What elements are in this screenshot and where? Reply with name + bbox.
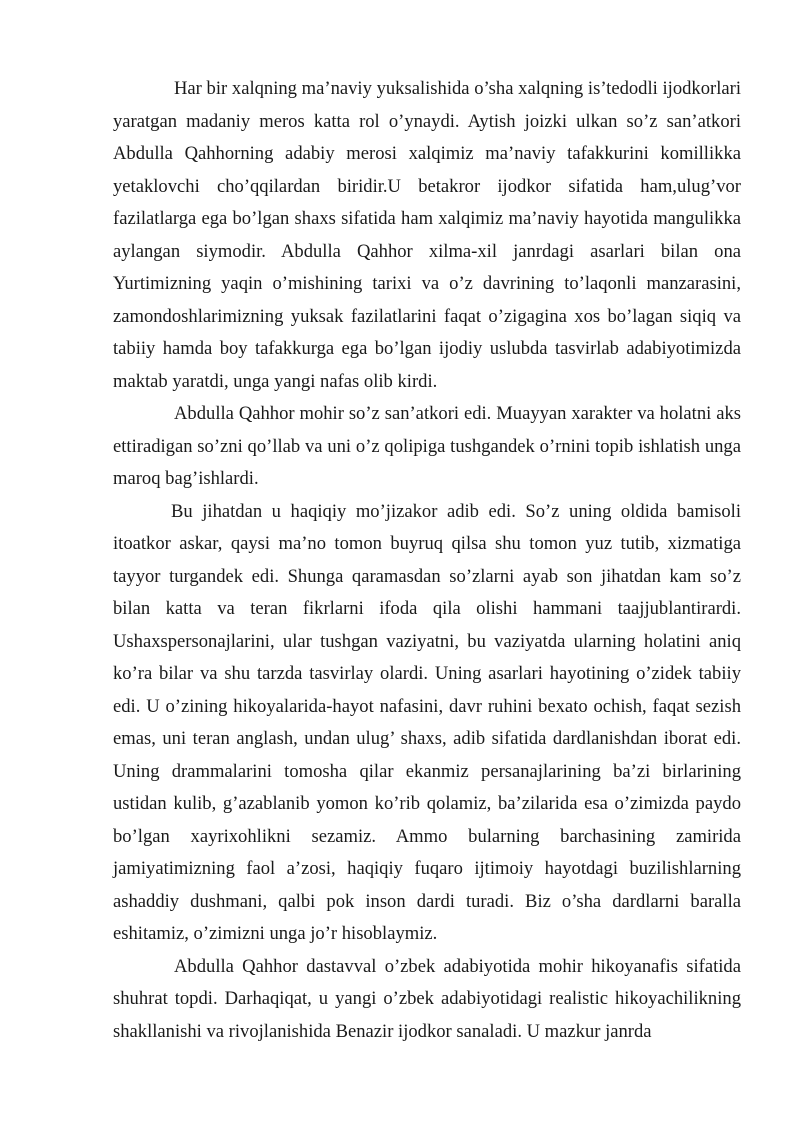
paragraph-3: Bu jihatdan u haqiqiy mo’jizakor adib edi. So’z uning oldida bamisoli itoatkor askar, qaysi ma’no tomon buyruq qilsa shu tomon yuz tutib, xizmatiga tayyor turgandek edi. Shunga qaramasdan so’zlarni ayab son jihatdan kam so’z bilan katta va teran fikrlarni ifoda qila olishi hammani taajjublantirardi. Ushaxspersonajlarini, ular tushgan vaziyatni, bu vaziyatda ularning holatini aniq ko’ra bilar va shu tarzda tasvirlay olardi. Uning asarlari hayotining o’zidek tabiiy edi. U o’zining hikoyalarida-hayot nafasini, davr ruhini bexato ochish, faqat sezish emas, uni teran anglash, undan ulug’ shaxs, adib sifatida dardlanishdan iborat edi. Uning drammalarini tomosha qilar ekanmiz persanajlarining ba’zi birlarining ustidan kulib, g’azablanib yomon ko’rib qolamiz, ba’zilarida esa o’zimizda paydo bo’lgan xayrixohlikni sezamiz. Ammo bularning barchasining zamirida jamiyatimizning faol a’zosi, haqiqiy fuqaro ijtimoiy hayotdagi buzilishlarning ashaddiy dushmani, qalbi pok inson dardi turadi. Biz o’sha dardlarni baralla eshitamiz, o’zimizni unga jo’r hisoblaymiz. bbox=[113, 500, 741, 944]
paragraph-2: Abdulla Qahhor mohir so’z san’atkori edi. Muayyan xarakter va holatni aks ettiradigan so’zni qo’llab va uni o’z qolipiga tushgandek o’rnini topib ishlatish unga maroq bag’ishlardi. bbox=[113, 403, 741, 489]
paragraph-1: Har bir xalqning ma’naviy yuksalishida o’sha xalqning is’tedodli ijodkorlari yaratgan madaniy meros katta rol o’ynaydi. Aytish joizki ulkan so’z san’atkori Abdulla Qahhorning adabiy merosi xalqimiz ma’naviy tafakkurini komillikka yetaklovchi cho’qqilardan biridir.U betakror ijodkor sifatida ham,ulug’vor fazilatlarga ega bo’lgan shaxs sifatida ham xalqimiz ma’naviy hayotida mangulikka aylangan siymodir. Abdulla Qahhor xilma-xil janrdagi asarlari bilan ona Yurtimizning yaqin o’mishining tarixi va o’z davrining to’laqonli manzarasini, zamondoshlarimizning yuksak fazilatlarini faqat o’zigagina xos bo’lagan siqiq va tabiiy hamda boy tafakkurga ega bo’lgan ijodiy uslubda tasvirlab adabiyotimizda maktab yaratdi, unga yangi nafas olib kirdi. bbox=[113, 78, 741, 392]
document-body bbox=[113, 73, 741, 1048]
paragraph-4: Abdulla Qahhor dastavval o’zbek adabiyotida mohir hikoyanafis sifatida shuhrat topdi. Darhaqiqat, u yangi o’zbek adabiyotidagi realistic hikoyachilikning shakllanishi va rivojlanishida Benazir ijodkor sanaladi. U mazkur janrda bbox=[113, 955, 741, 1042]
